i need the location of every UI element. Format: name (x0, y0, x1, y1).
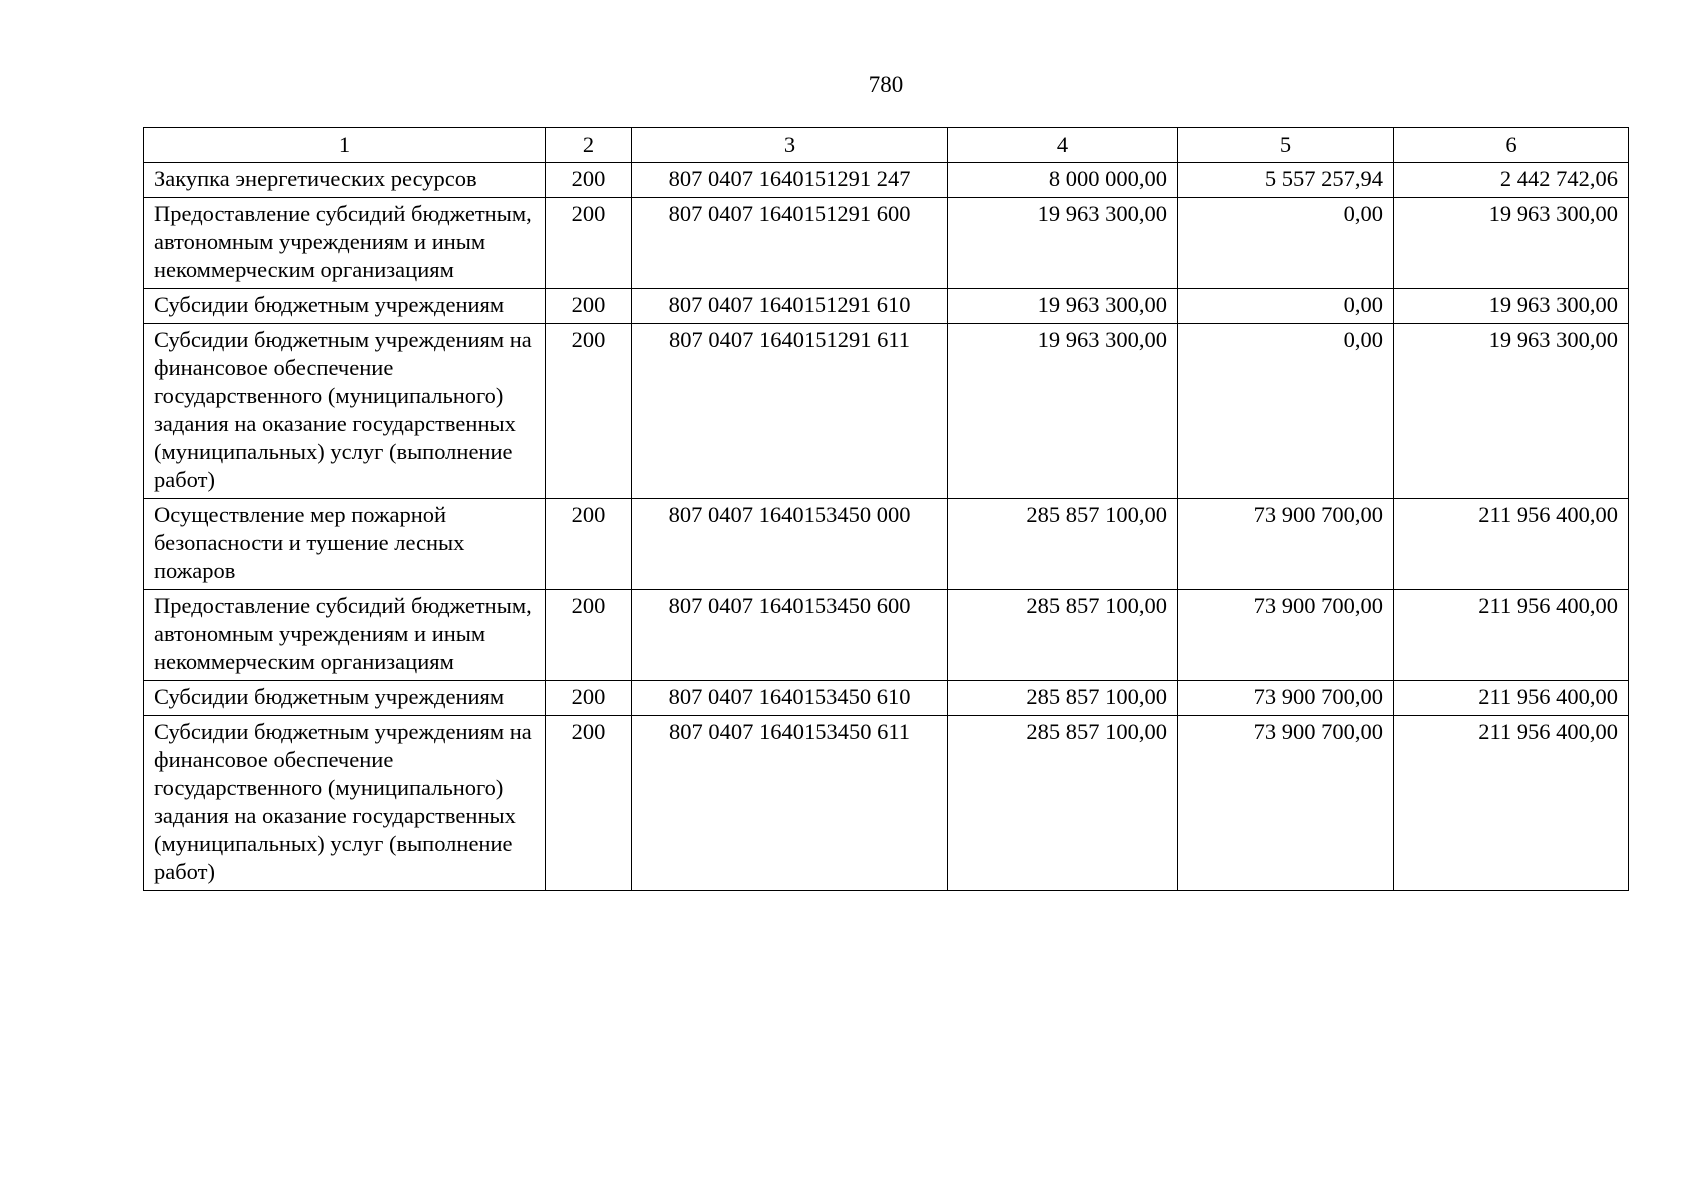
row-code: 200 (546, 324, 632, 499)
row-name: Осуществление мер пожарной безопасности и тушение лесных пожаров (144, 499, 546, 590)
row-name: Субсидии бюджетным учреждениям (144, 681, 546, 716)
row-name: Субсидии бюджетным учреждениям на финансовое обеспечение государственного (муниципального) задания на оказание государственных (муниципальных) услуг (выполнение работ) (144, 716, 546, 891)
column-header-4: 4 (948, 128, 1178, 163)
column-header-3: 3 (632, 128, 948, 163)
column-header-5: 5 (1178, 128, 1394, 163)
row-value-col5: 73 900 700,00 (1178, 590, 1394, 681)
row-name: Предоставление субсидий бюджетным, автономным учреждениям и иным некоммерческим организациям (144, 590, 546, 681)
row-name: Субсидии бюджетным учреждениям (144, 289, 546, 324)
row-code: 200 (546, 590, 632, 681)
row-value-col5: 0,00 (1178, 324, 1394, 499)
row-classification: 807 0407 1640151291 611 (632, 324, 948, 499)
row-value-col5: 73 900 700,00 (1178, 499, 1394, 590)
row-classification: 807 0407 1640151291 610 (632, 289, 948, 324)
column-header-1: 1 (144, 128, 546, 163)
table-row (144, 324, 1629, 499)
table-row (144, 681, 1629, 716)
row-classification: 807 0407 1640151291 600 (632, 198, 948, 289)
row-classification: 807 0407 1640153450 000 (632, 499, 948, 590)
row-value-col4: 19 963 300,00 (948, 289, 1178, 324)
row-value-col6: 211 956 400,00 (1394, 499, 1629, 590)
table-row (144, 289, 1629, 324)
table-row (144, 590, 1629, 681)
row-classification: 807 0407 1640151291 247 (632, 163, 948, 198)
row-code: 200 (546, 163, 632, 198)
page-number: 780 (868, 72, 904, 97)
table-row (144, 163, 1629, 198)
row-value-col6: 19 963 300,00 (1394, 324, 1629, 499)
row-code: 200 (546, 681, 632, 716)
row-code: 200 (546, 499, 632, 590)
row-value-col4: 8 000 000,00 (948, 163, 1178, 198)
table-row (144, 499, 1629, 590)
row-classification: 807 0407 1640153450 600 (632, 590, 948, 681)
table-row (144, 198, 1629, 289)
row-value-col4: 285 857 100,00 (948, 590, 1178, 681)
row-value-col5: 0,00 (1178, 198, 1394, 289)
row-value-col4: 285 857 100,00 (948, 716, 1178, 891)
budget-table (143, 127, 1629, 891)
row-value-col5: 73 900 700,00 (1178, 716, 1394, 891)
table-header-row (144, 128, 1629, 163)
row-code: 200 (546, 716, 632, 891)
row-code: 200 (546, 198, 632, 289)
column-header-2: 2 (546, 128, 632, 163)
row-value-col4: 285 857 100,00 (948, 681, 1178, 716)
column-header-6: 6 (1394, 128, 1629, 163)
row-value-col6: 19 963 300,00 (1394, 198, 1629, 289)
row-value-col6: 19 963 300,00 (1394, 289, 1629, 324)
row-value-col6: 211 956 400,00 (1394, 590, 1629, 681)
row-code: 200 (546, 289, 632, 324)
row-name: Субсидии бюджетным учреждениям на финансовое обеспечение государственного (муниципального) задания на оказание государственных (муниципальных) услуг (выполнение работ) (144, 324, 546, 499)
table-row (144, 716, 1629, 891)
row-value-col6: 211 956 400,00 (1394, 716, 1629, 891)
row-name: Закупка энергетических ресурсов (144, 163, 546, 198)
row-name: Предоставление субсидий бюджетным, автономным учреждениям и иным некоммерческим организациям (144, 198, 546, 289)
row-value-col4: 19 963 300,00 (948, 324, 1178, 499)
row-value-col5: 5 557 257,94 (1178, 163, 1394, 198)
row-classification: 807 0407 1640153450 611 (632, 716, 948, 891)
row-value-col6: 211 956 400,00 (1394, 681, 1629, 716)
row-classification: 807 0407 1640153450 610 (632, 681, 948, 716)
row-value-col6: 2 442 742,06 (1394, 163, 1629, 198)
row-value-col5: 0,00 (1178, 289, 1394, 324)
row-value-col4: 285 857 100,00 (948, 499, 1178, 590)
row-value-col5: 73 900 700,00 (1178, 681, 1394, 716)
row-value-col4: 19 963 300,00 (948, 198, 1178, 289)
